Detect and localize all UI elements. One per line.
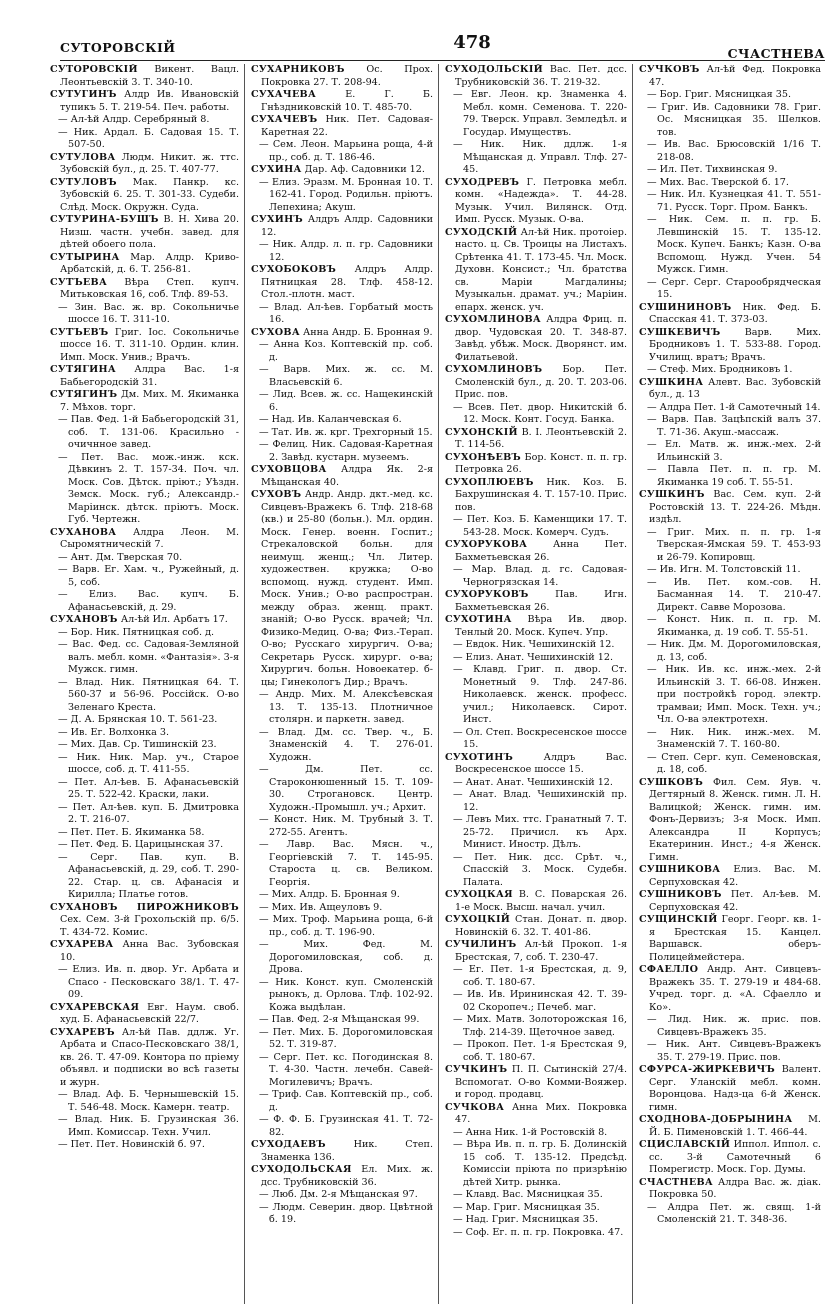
directory-subentry: — Евг. Леон. кр. Знаменка 4. Мебл. комн. Семенова. Т. 220-79. Тверск. Управл. Земледѣл. и Государ. Имуществъ.: [453, 89, 627, 138]
directory-entry: СУХИНА Дар. Аф. Садовники 12.: [251, 164, 425, 175]
directory-subentry: — Ив. Пет. ком.-сов. Н. Басманная 14. Т. 210-47. Директ. Савве Морозова.: [647, 576, 821, 613]
directory-subentry: — Ант. Дм. Тверская 70.: [58, 551, 183, 563]
directory-subentry: — Григ. Ив. Садовники 78. Григ. Ос. Мясницкая 35. Шелков. тов.: [647, 101, 821, 138]
directory-subentry: — Варв. Пав. Зацѣпскій валъ 37. Т. 71-36. Акуш.-массаж.: [647, 414, 821, 438]
directory-entry: СУТУРИНА-БУШЪ В. Н. Хива 20. Низш. частн. учебн. завед. для дѣтей обоего пола.: [50, 214, 239, 250]
directory-subentry: — Влад. Аф. Б. Чернышевскій 15. Т. 546-48. Моск. Камерн. театр.: [58, 1089, 239, 1113]
directory-entry: СУХАНОВА Алдра Леон. М. Сыромятническій 7.: [50, 526, 239, 550]
directory-subentry: — Евдок. Ник. Чешихинскій 12.: [453, 639, 615, 650]
directory-subentry: — Пет. Коз. Б. Каменщики 17. Т. 543-28. Моск. Комерч. Судъ.: [453, 514, 627, 538]
directory-entry: СУХОПЛЮЕВЪ Ник. Коз. Б. Бахрушинская 4. Т. 157-10. Прис. пов.: [445, 476, 627, 513]
directory-entry: СУХАРНИКОВЪ Ос. Прох. Покровка 27. Т. 208-94.: [251, 64, 433, 88]
directory-subentry: — Мар. Влад. д. гс. Садовая-Черногрязская 14.: [453, 564, 627, 588]
directory-entry: СУШИНИНОВЪ Ник. Фед. Б. Спасская 41. Т. 373-03.: [639, 301, 821, 325]
directory-entry: СУХИНЪ Алдръ Алдр. Садовники 12.: [251, 214, 433, 238]
directory-subentry: — Пет. Вас. мож.-инж. кск. Дѣвкинъ 2. Т. 157-34. Поч. чл. Моск. Сов. Дѣтск. пріют.; Уѣздн. Земск. Моск. губ.; Александр.-Маріинск. дѣтск. пріютъ. Моск. Губ. Чертежн.: [58, 451, 239, 525]
directory-entry: СУШКОВЪ Фил. Сем. Яув. ч. Дегтярный 8. Женск. гимн. Л. Н. Валицкой; Женск. гимн. им. Фонъ-Дервизъ; 3-я Моск. Имп. Александра II Корпусъ; Екатеринин. Инст.; 4-я Женск. Гимн.: [639, 776, 821, 863]
directory-subentry: — Андр. Мих. М. Алексѣевская 13. Т. 135-13. Плотничное столярн. и паркетн. завед.: [259, 689, 433, 725]
directory-entry: СУХОВЦОВА Алдра Як. 2-я Мѣщанская 40.: [251, 464, 433, 488]
directory-subentry: — Пав. Фед. 2-я Мѣщанская 99.: [259, 1014, 420, 1025]
directory-subentry: — Елиз. Ив. п. двор. Уг. Арбата и Спасо - Песковскаго 38/1. Т. 47-09.: [58, 964, 239, 1000]
directory-subentry: — Ник. Ник. ддлж. 1-я Мѣщанская д. Управл. Тлф. 27-45.: [453, 139, 627, 175]
directory-subentry: — Павла Пет. п. п. гр. М. Якиманка 19 соб. Т. 55-51.: [647, 464, 821, 488]
directory-entry: СУЧКИНЪ П. П. Сытинскій 27/4. Вспомогат. О-во Комми-Вояжер. и город. продавц.: [445, 1064, 627, 1100]
directory-subentry: — Серг. Серг. Старообрядческая 15.: [647, 276, 821, 300]
directory-entry: СЧАСТНЕВА Алдра Вас. ж. діак. Покровка 50.: [639, 1176, 821, 1200]
directory-subentry: — Ив. Ег. Волхонка 3.: [58, 726, 170, 738]
directory-entry: СУХОЦКАЯ В. С. Поварская 26. 1-е Моск. Высш. начал. учил.: [445, 889, 627, 913]
directory-subentry: — Пет. Ал-ѣев. куп. Б. Дмитровка 2. Т. 216-07.: [58, 801, 239, 825]
directory-subentry: — Степ. Серг. куп. Семеновская, д. 18, соб.: [647, 751, 821, 775]
directory-subentry: — Ег. Пет. 1-я Брестская, д. 9, соб. Т. 180-67.: [453, 964, 627, 988]
directory-subentry: — Пет. Пет. Б. Якиманка 58.: [58, 826, 205, 838]
directory-subentry: — Люб. Дм. 2-я Мѣщанская 97.: [259, 1189, 418, 1200]
directory-subentry: — Варв. Ег. Хам. ч., Ружейный, д. 5, соб.: [58, 564, 239, 588]
directory-subentry: — Над. Ив. Каланчевская 6.: [259, 414, 402, 425]
directory-subentry: — Ф. Ф. Б. Грузинская 41. Т. 72-82.: [259, 1114, 433, 1138]
directory-subentry: — Бор. Ник. Пятницкая соб. д.: [58, 626, 215, 638]
directory-columns: [50, 64, 826, 1304]
directory-entry: СУХОДРЕВЪ Г. Петровка мебл. комн. «Надежда». Т. 44-28. Музык. Учил. Вилянск. Отд. Имп. Русск. Музык. О-ва.: [445, 176, 627, 225]
directory-entry: СУХАРЕВА Анна Вас. Зубовская 10.: [50, 939, 239, 963]
directory-subentry: — Вас. Фед. сс. Садовая-Земляной валъ. мебл. комн. «Фантазія». 3-я Мужск. гимн.: [58, 639, 239, 675]
directory-entry: СУХОДАЕВЪ Ник. Степ. Знаменка 136.: [251, 1139, 433, 1163]
page-number: 478: [453, 32, 491, 53]
directory-subentry: — Пав. Фед. 1-й Бабьегородскій 31, соб. Т. 131-06. Красильно - очичнное завед.: [58, 414, 239, 450]
directory-entry: СУХОБОКОВЪ Алдръ Алдр. Пятницкая 28. Тлф. 458-12. Стол.-плотн. маст.: [251, 264, 433, 300]
directory-subentry: — Анат. Влад. Чешихинскій пр. 12.: [453, 789, 627, 813]
directory-subentry: — Триф. Сав. Коптевскій пр., соб. д.: [259, 1089, 433, 1113]
directory-entry: СУТУГИНЪ Алдр Ив. Ивановскій тупикъ 5. Т. 219-54. Печ. работы.: [50, 89, 239, 113]
directory-subentry: — Прокоп. Пет. 1-я Брестская 9, соб. Т. 180-67.: [453, 1039, 627, 1063]
directory-subentry: — Ник. Конст. куп. Смоленскій рынокъ, д. Орлова. Тлф. 102-92. Кожа выдѣлан.: [259, 976, 433, 1013]
directory-subentry: — Мих. Фед. М. Дорогомиловская, соб. д. Дрова.: [259, 939, 433, 975]
directory-entry: СУТЫРИНА Мар. Алдр. Криво-Арбатскій, д. 6. Т. 256-81.: [50, 251, 239, 275]
directory-column-1: [50, 64, 244, 1304]
directory-subentry: — Ив. Игн. М. Толстовскій 11.: [647, 564, 801, 575]
directory-entry: СУХОЦКІЙ Стан. Донат. п. двор. Новинскій 6. 32. Т. 401-86.: [445, 914, 627, 938]
directory-subentry: — Ник. Алдр. л. п. гр. Садовники 12.: [259, 239, 433, 263]
directory-subentry: — Мар. Григ. Мясницкая 35.: [453, 1201, 600, 1213]
directory-entry: СУШКИНЪ Вас. Сем. куп. 2-й Ростовскій 13. Т. 224-26. Мѣдн. издѣл.: [639, 489, 821, 525]
page-header: [22, 6, 825, 61]
directory-subentry: — Фелиц. Ник. Садовая-Каретная 2. Завѣд. кустарн. музеемъ.: [259, 439, 433, 463]
directory-column-3: [438, 64, 632, 1304]
directory-subentry: — Ил. Пет. Тихвинская 9.: [647, 164, 778, 175]
directory-subentry: — Ив. Ив. Ирининская 42. Т. 39-02 Скоропеч.; Печеб. маг.: [453, 989, 627, 1013]
directory-entry: СУХАРЕВЪ Ал-ѣй Пав. ддлж. Уг. Арбата и Спасо-Песковскаго 38/1, кв. 26. Т. 47-09. Контора по пріему объявл. и подписки во всѣ газеты и журн.: [50, 1026, 239, 1088]
directory-subentry: — Ник. Ник. Мар. уч., Старое шоссе, соб. д. Т. 411-55.: [58, 751, 239, 775]
directory-subentry: — Ник. Ник. инж.-мех. М. Знаменскій 7. Т. 160-80.: [647, 726, 821, 750]
directory-subentry: — Д. А. Брянская 10. Т. 561-23.: [58, 714, 218, 725]
directory-entry: СУХОТИНЪ Алдръ Вас. Воскресенское шоссе 15.: [445, 751, 627, 775]
directory-subentry: — Влад. Ник. Пятницкая 64. Т. 560-37 и 56-96. Россійск. О-во Зеленаго Креста.: [58, 676, 239, 713]
directory-entry: СУХОДОЛЬСКАЯ Ел. Мих. ж. дсс. Трубниковскій 36.: [251, 1164, 433, 1188]
directory-subentry: — Ел. Матв. ж. инж.-мех. 2-й Ильинскій 3.: [647, 439, 821, 463]
directory-entry: СУХОДОЛЬСКІЙ Вас. Пет. дсс. Трубниковскій 36. Т. 219-32.: [445, 64, 627, 88]
directory-subentry: — Мих. Матв. Золоторожская 16, Тлф. 214-39. Щеточное завед.: [453, 1014, 627, 1038]
directory-subentry: — Пет. Пет. Новинскій б. 97.: [58, 1139, 205, 1150]
directory-entry: СФУРСА-ЖИРКЕВИЧЪ Валент. Серг. Уланскій мебл. комн. Воронцова. Надз-ца 6-й Женск. гимн.: [639, 1064, 821, 1113]
directory-subentry: — Ив. Вас. Брюсовскій 1/16 Т. 218-08.: [647, 139, 821, 163]
directory-subentry: — Клавд. Вас. Мясницкая 35.: [453, 1189, 603, 1200]
directory-subentry: — Ник. Дм. М. Дорогомиловская, д. 13, соб.: [647, 639, 821, 663]
directory-subentry: — Анна Ник. 1-й Ростовскій 8.: [453, 1126, 608, 1138]
directory-entry: СУТЪЕВА Вѣра Степ. купч. Митьковская 16, соб. Тлф. 89-53.: [50, 276, 239, 300]
directory-entry: СУХОВА Анна Андр. Б. Бронная 9.: [251, 326, 433, 338]
directory-entry: СФАЕЛЛО Андр. Ант. Сивцевъ-Вражекъ 35. Т. 279-19 и 484-68. Учред. торг. д. «А. Сфаелло и Ко».: [639, 964, 821, 1013]
directory-subentry: — Елиз. Анат. Чешихинскій 12.: [453, 651, 613, 663]
directory-entry: СУХОНСКІЙ В. І. Леонтьевскій 2. Т. 114-56.: [445, 426, 627, 450]
directory-subentry: — Влад. Ал-ѣев. Горбатый мость 16.: [259, 301, 433, 325]
directory-entry: СУШКИНА Алевт. Вас. Зубовскій бул., д. 13: [639, 376, 821, 400]
directory-subentry: — Дм. Пет. сс. Староконюшенный 15. Т. 109-30. Строгановск. Центр. Художн.-Промышл. уч.; Архит.: [259, 764, 433, 813]
directory-subentry: — Вѣра Ив. п. п. гр. Б. Долинскій 15 соб. Т. 135-12. Предсѣд. Комиссіи пріюта по призрѣнію дѣтей Хитр. рынка.: [453, 1139, 627, 1188]
directory-subentry: — Стеф. Мих. Бродниковъ 1.: [647, 364, 793, 375]
directory-subentry: — Пет. Ник. дсс. Срѣт. ч., Спасскій 3. Моск. Судебн. Палата.: [453, 851, 627, 888]
directory-subentry: — Соф. Ег. п. п. гр. Покровка. 47.: [453, 1226, 624, 1238]
directory-subentry: — Влад. Ник. Б. Грузинская 36. Имп. Комиссар. Техн. Учил.: [58, 1114, 239, 1138]
directory-entry: СУЧКОВА Анна Мих. Покровка 47.: [445, 1101, 627, 1125]
directory-entry: СУТУЛОВА Людм. Никит. ж. ттс. Зубовскій бул., д. 25. Т. 407-77.: [50, 151, 239, 175]
directory-entry: СУШКЕВИЧЪ Варв. Мих. Бродниковъ 1. Т. 533-88. Город. Училищ. вратъ; Врачъ.: [639, 326, 821, 363]
directory-entry: СУХАРЕВСКАЯ Евг. Наум. своб. худ. Б. Афанасьевскій 22/7.: [50, 1001, 239, 1025]
directory-subentry: — Мих. Вас. Тверской б. 17.: [647, 176, 789, 188]
directory-entry: СУЧИЛИНЪ Ал-ѣй Прокоп. 1-я Брестская, 7, соб. Т. 230-47.: [445, 939, 627, 963]
directory-entry: СУХОНѢЕВЪ Бор. Конст. п. п. гр. Петровка 26.: [445, 451, 627, 475]
directory-subentry: — Ол. Степ. Воскресенское шоссе 15.: [453, 726, 627, 750]
directory-subentry: — Лавр. Вас. Мясн. ч., Георгіевскій 7. Т. 145-95. Староста ц. св. Великом. Георгія.: [259, 839, 433, 888]
directory-subentry: — Елиз. Вас. купч. Б. Афанасьевскій, д. 29.: [58, 589, 239, 613]
directory-subentry: — Григ. Мих. п. п. гр. 1-я Тверская-Ямская 59. Т. 453-93 и 26-79. Копировщ.: [647, 526, 821, 563]
directory-subentry: — Серг. Пет. кс. Погодинская 8. Т. 4-30. Частн. лечебн. Савей-Могилевичъ; Врачъ.: [259, 1051, 433, 1088]
directory-subentry: — Над. Григ. Мясницкая 35.: [453, 1214, 599, 1225]
directory-subentry: — Левъ Мих. ттс. Гранатный 7. Т. 25-72. Причисл. къ Арх. Минист. Иностр. Дѣлъ.: [453, 814, 627, 850]
directory-column-4: [632, 64, 826, 1304]
directory-subentry: — Анна Коз. Коптевскій пр. соб. д.: [259, 339, 433, 363]
directory-subentry: — Варв. Мих. ж. сс. М. Власьевскій 6.: [259, 364, 433, 388]
directory-entry: СУТЯГИНА Алдра Вас. 1-я Бабьегородскій 31.: [50, 364, 239, 388]
directory-subentry: — Ник. Ил. Кузнецкая 41. Т. 551-71. Русск. Торг. Пром. Банкъ.: [647, 189, 821, 213]
directory-entry: СУХАЧЕВА Е. Г. Б. Гнѣздниковскій 10. Т. 485-70.: [251, 89, 433, 113]
directory-subentry: — Ник. Ардал. Б. Садовая 15. Т. 507-50.: [58, 126, 239, 150]
directory-subentry: — Влад. Дм. сс. Твер. ч., Б. Знаменскій 4. Т. 276-01. Художн.: [259, 726, 433, 763]
directory-entry: СУТОРОВСКІЙ Викент. Вацл. Леонтьевскій 3. Т. 340-10.: [50, 64, 239, 88]
directory-subentry: — Пет. Мих. Б. Дорогомиловская 52. Т. 319-87.: [259, 1026, 433, 1050]
directory-entry: СУХОВЪ Андр. Андр. дкт.-мед. кс. Сивцевъ-Вражекъ 6. Тлф. 218-68 (кв.) и 25-80 (больн.). Мл. ордин. Моск. Генер. военн. Госпит.; Стрекаловской больн. для неимущ. женщ.; Чл. Литер. художествен. кружка; О-во вспомощ. нужд. студент. Имп. Моск. Унив.; О-во распростран. между образ. женщ. практ. знаній; О-во Русск. врачей; Чл. Физико-Медиц. О-ва; Физ.-Терап. О-во; Русскаго хирургич. О-ва; Секретарь Русск. хирург. о-ва; Хирургич. больн. Новоекатер. б-цы; Гинекологъ Дир.; Врачъ.: [251, 489, 433, 688]
directory-subentry: — Ал-ѣй Алдр. Серебряный 8.: [58, 114, 210, 125]
directory-subentry: — Всев. Пет. двор. Никитскій б. 12. Моск. Конт. Госуд. Банка.: [453, 401, 627, 425]
directory-subentry: — Серг. Пав. куп. В. Афанасьевскій, д. 29, соб. Т. 290-22. Стар. ц. св. Афанасія и Кирилла; Платье готов.: [58, 851, 239, 900]
directory-subentry: — Пет. Ал-ѣев. Б. Афанасьевскій 25. Т. 522-42. Краски, лаки.: [58, 776, 239, 800]
directory-subentry: — Пет. Фед. Б. Царицынская 37.: [58, 839, 224, 850]
directory-subentry: — Ник. Сем. п. п. гр. Б. Левшинскій 15. Т. 135-12. Моск. Купеч. Банкъ; Казн. О-ва Вспомощ. Нужд. Учен. 54 Мужск. Гимн.: [647, 214, 821, 275]
directory-subentry: — Ник. Ив. кс. инж.-мех. 2-й Ильинскій 3. Т. 66-08. Инжен. при постройкѣ город. электр. трамваи; Имп. Моск. Техн. уч.; Чл. О-ва электротехн.: [647, 664, 821, 725]
directory-column-2: [244, 64, 438, 1304]
directory-entry: СУШНИКОВЪ Пет. Ал-ѣев. М. Серпуховская 42.: [639, 889, 821, 913]
directory-entry: СУЧКОВЪ Ал-ѣй Фед. Покровка 47.: [639, 64, 821, 88]
directory-entry: СУХОТИНА Вѣра Ив. двор. Тенлый 20. Моск. Купеч. Упр.: [445, 614, 627, 638]
directory-entry: СУХОДСКІЙ Ал-ѣй Ник. протоіер. насто. ц. Св. Троицы на Листахъ. Срѣтенка 41. Т. 173-45. Чл. Моск. Духовн. Консист.; Чл. братства св. Маріи Магдалины; Музыкальн. драмат. уч.; Маріин. епарх. женск. уч.: [445, 226, 627, 313]
directory-entry: СУХАНОВЪ ПИРОЖНИКОВЪ Сех. Сем. 3-й Грохольскій пр. 6/5. Т. 434-72. Комис.: [50, 901, 239, 938]
running-head-right: СЧАСТНЕВА: [727, 46, 825, 61]
directory-entry: СУХОРУКОВА Анна Пет. Бахметьевская 26.: [445, 539, 627, 563]
header-rule: [60, 60, 825, 61]
directory-subentry: — Ник. Ант. Сивцевъ-Вражекъ 35. Т. 279-19. Прис. пов.: [647, 1039, 821, 1063]
directory-subentry: — Алдра Пет. 1-й Самотечный 14.: [647, 401, 821, 413]
directory-entry: СУТЪЕВЪ Григ. Іос. Сокольничье шоссе 16. Т. 311-10. Ордин. клин. Имп. Моск. Унив.; Врачъ.: [50, 326, 239, 363]
directory-subentry: — Мих. Дав. Ср. Тишинскій 23.: [58, 739, 217, 750]
directory-subentry: — Конст. Ник. М. Трубный 3. Т. 272-55. Агентъ.: [259, 814, 433, 838]
directory-subentry: — Конст. Ник. п. п. гр. М. Якиманка, д. 19 соб. Т. 55-51.: [647, 614, 821, 638]
directory-entry: СЦИСЛАВСКІЙ Иппол. Иппол. с. сс. 3-й Самотечный 6 Помрегистр. Моск. Гор. Думы.: [639, 1139, 821, 1175]
directory-entry: СУХОРУКОВЪ Пав. Игн. Бахметьевская 26.: [445, 589, 627, 613]
directory-subentry: — Лид. Всев. ж. сс. Нащекинскій 6.: [259, 389, 433, 413]
directory-subentry: — Мих. Троф. Марьина роща, 6-й пр., соб. д. Т. 196-90.: [259, 914, 433, 938]
directory-entry: СУЩИНСКІЙ Георг. Георг. кв. 1-я Брестская 15. Канцел. Варшавск. оберъ-Полицеймейстера.: [639, 914, 821, 963]
directory-subentry: — Мих. Алдр. Б. Бронная 9.: [259, 889, 400, 900]
directory-subentry: — Елиз. Эразм. М. Бронная 10. Т. 162-41. Город. Родильн. пріютъ. Лепехина; Акуш.: [259, 176, 433, 213]
directory-entry: СУШНИКОВА Елиз. Вас. М. Серпуховская 42.: [639, 864, 821, 888]
directory-subentry: — Лид. Ник. ж. прис. пов. Сивцевъ-Вражекъ 35.: [647, 1014, 821, 1038]
directory-subentry: — Анат. Анат. Чешихинскій 12.: [453, 776, 613, 788]
directory-entry: СУХАНОВЪ Ал-ѣй Ил. Арбатъ 17.: [50, 614, 228, 625]
directory-subentry: — Алдра Пет. ж. свящ. 1-й Смоленскій 21. Т. 348-36.: [647, 1201, 821, 1225]
directory-subentry: — Людм. Северин. двор. Цвѣтной б. 19.: [259, 1201, 433, 1225]
directory-subentry: — Тат. Ив. ж. крг. Трехгорный 15.: [259, 426, 433, 438]
directory-entry: СУХАЧЕВЪ Ник. Пет. Садовая-Каретная 22.: [251, 114, 433, 138]
directory-entry: СХОДНОВА-ДОБРЫНИНА М. Й. Б. Пименовскій 1. Т. 466-44.: [639, 1114, 821, 1138]
directory-subentry: — Бор. Григ. Мясницкая 35.: [647, 89, 792, 100]
directory-entry: СУХОМЛИНОВА Алдра Фриц. п. двор. Чудовская 20. Т. 348-87. Завѣд. убѣж. Моск. Дворянст. им. Филатьевой.: [445, 314, 627, 363]
directory-subentry: — Зин. Вас. ж. вр. Сокольничье шоссе 16. Т. 311-10.: [58, 301, 239, 325]
directory-subentry: — Мих. Ив. Ащеуловъ 9.: [259, 901, 383, 913]
directory-entry: СУТУЛОВЪ Мак. Панкр. кс. Зубовскій 6. 25. Т. 301-33. Судеби. Слѣд. Моск. Окружн. Суда.: [50, 176, 239, 213]
running-head-left: СУТОРОВСКІЙ: [60, 40, 176, 55]
directory-entry: СУХОМЛИНОВЪ Бор. Пет. Смоленскій бул., д. 20. Т. 203-06. Прис. пов.: [445, 364, 627, 400]
directory-entry: СУТЯГИНЪ Дм. Мих. М. Якиманка 7. Мѣхов. торг.: [50, 389, 239, 413]
directory-subentry: — Сем. Леон. Марьина роща, 4-й пр., соб. д. Т. 186-46.: [259, 139, 433, 163]
directory-subentry: — Клавд. Григ. п. двор. Ст. Монетный 9. Тлф. 247-86. Николаевск. женск. професс. учил.; Николаевск. Сирот. Инст.: [453, 664, 627, 725]
